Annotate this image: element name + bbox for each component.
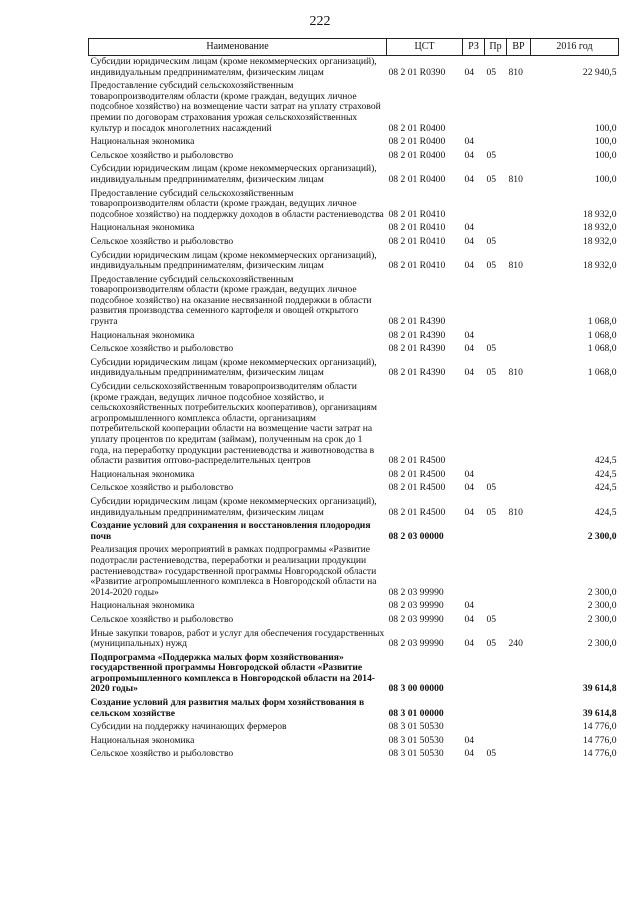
row-amount: 22 940,5 [582,66,617,78]
row-pr [485,136,507,150]
row-name: Реализация прочих мероприятий в рамках подпрограммы «Развитие подотрасли растениеводства, переработки и реализации продукции растениеводства» государственной программы Новгородской области «Развитие агропромышленного комплекса в Новгородской области на 2014-2020 годы» [90,544,377,598]
row-vr [507,469,531,483]
row-name: Предоставление субсидий сельскохозяйственным товаропроизводителям области (кроме граждан, ведущих личное подсобное хозяйство) на оказание несвязанной поддержки в области развития производства семенного картофеля и овощей открытого грунта [90,273,372,328]
table-row [89,735,619,749]
row-rz: 04 [464,222,475,234]
row-amount: 1 068,0 [587,329,617,341]
table-row [89,381,619,469]
row-pr: 05 [486,748,497,760]
row-vr [507,614,531,628]
row-pr [485,600,507,614]
table-row [89,544,619,600]
table-row [89,482,619,496]
row-vr [507,482,531,496]
row-name: Субсидии юридическим лицам (кроме некоммерческих организаций), индивидуальным предпринимателям, физическим лицам [90,356,377,379]
header-rz: РЗ [463,39,485,56]
table-row [89,600,619,614]
table-row [89,748,619,762]
row-rz: 04 [464,329,475,341]
row-amount: 14 776,0 [582,734,617,746]
row-pr [485,652,507,697]
row-amount: 14 776,0 [582,748,617,760]
row-rz: 04 [464,173,475,185]
table-row [89,250,619,274]
row-name: Предоставление субсидий сельскохозяйственным товаропроизводителям области (кроме граждан, ведущих личное подсобное хозяйство) на возмещение части затрат на уплату страховой премии по договорам страхования урожая сельскохозяйственных культур и посадок многолетних насаждений [90,80,381,134]
row-rz: 04 [464,149,475,161]
row-vr: 810 [508,173,523,185]
row-name: Сельское хозяйство и рыболовство [90,149,234,161]
table-row [89,136,619,150]
row-vr [507,600,531,614]
row-amount: 39 614,8 [582,707,617,719]
row-vr [507,544,531,600]
row-cst: 08 3 01 00000 [388,707,444,719]
row-rz: 04 [464,506,475,518]
row-amount: 18 932,0 [582,208,617,220]
row-rz: 04 [464,136,475,148]
row-vr [507,748,531,762]
row-name: Подпрограмма «Поддержка малых форм хозяйствования» государственной программы Новгородской области «Развитие агропромышленного комплекса в Новгородской области на 2014-2020 годы» [90,651,376,695]
row-cst: 08 2 01 R4500 [388,468,446,480]
row-rz: 04 [464,734,475,746]
row-pr: 05 [486,173,497,185]
row-cst: 08 2 01 R0410 [388,208,446,220]
row-amount: 2 300,0 [587,600,617,612]
row-rz [463,80,485,136]
table-row [89,56,619,81]
row-pr [485,274,507,330]
row-name: Субсидии юридическим лицам (кроме некоммерческих организаций), индивидуальным предпринимателям, физическим лицам [90,495,377,518]
table-row [89,721,619,735]
row-name: Национальная экономика [90,222,195,234]
header-vr: ВР [507,39,531,56]
row-rz [463,652,485,697]
row-pr: 05 [486,66,497,78]
row-name: Национальная экономика [90,136,195,148]
table-header-row [89,39,619,56]
row-amount: 1 068,0 [587,367,617,379]
row-amount: 18 932,0 [582,235,617,247]
table-row [89,357,619,381]
budget-table [88,38,619,762]
row-pr: 05 [486,613,497,625]
row-name: Национальная экономика [90,734,195,746]
row-vr [507,222,531,236]
row-pr [485,721,507,735]
row-amount: 2 300,0 [587,586,617,598]
row-pr [485,381,507,469]
row-cst: 08 3 01 50530 [388,748,444,760]
row-pr [485,469,507,483]
row-amount: 100,0 [594,122,617,134]
row-name: Субсидии юридическим лицам (кроме некоммерческих организаций), индивидуальным предпринимателям, физическим лицам [90,163,377,185]
row-amount: 100,0 [594,149,617,161]
row-cst: 08 2 01 R0410 [388,260,446,272]
table-row [89,520,619,544]
table-row [89,222,619,236]
row-pr [485,735,507,749]
row-vr [507,80,531,136]
row-name: Сельское хозяйство и рыболовство [90,482,234,494]
row-pr: 05 [486,343,497,355]
row-vr [507,188,531,223]
row-amount: 14 776,0 [582,721,617,733]
row-cst: 08 2 01 R4390 [388,367,446,379]
row-cst: 08 2 01 R0410 [388,222,446,234]
header-name: Наименование [89,39,387,56]
row-vr: 810 [508,506,523,518]
table-row [89,628,619,652]
row-rz [463,697,485,721]
row-cst: 08 2 03 99990 [388,586,444,598]
row-pr: 05 [486,149,497,161]
row-name: Субсидии на поддержку начинающих фермеров [90,721,287,733]
row-rz [463,520,485,544]
row-pr [485,222,507,236]
row-rz: 04 [464,235,475,247]
row-cst: 08 2 01 R4390 [388,343,446,355]
row-cst: 08 2 03 99990 [388,638,444,650]
row-cst: 08 3 01 50530 [388,721,444,733]
row-rz: 04 [464,468,475,480]
row-vr [507,330,531,344]
row-vr: 810 [508,260,523,272]
row-cst: 08 2 01 R0400 [388,149,446,161]
row-rz: 04 [464,613,475,625]
row-rz: 04 [464,367,475,379]
table-row [89,150,619,164]
row-pr [485,697,507,721]
row-vr [507,343,531,357]
row-amount: 1 068,0 [587,343,617,355]
row-cst: 08 2 03 00000 [388,530,444,542]
row-amount: 2 300,0 [587,530,617,542]
table-row [89,652,619,697]
table-row [89,496,619,520]
row-amount: 424,5 [594,482,617,494]
row-pr [485,80,507,136]
row-cst: 08 2 03 99990 [388,600,444,612]
table-row [89,614,619,628]
row-cst: 08 2 01 R0400 [388,136,446,148]
row-vr [507,652,531,697]
row-rz: 04 [464,600,475,612]
row-name: Субсидии юридическим лицам (кроме некоммерческих организаций), индивидуальным предпринимателям, физическим лицам [90,249,377,272]
row-name: Субсидии сельскохозяйственным товаропроизводителям области (кроме граждан, ведущих личное подсобное хозяйство, и сельскохозяйственных потребительских кооперативов), организациям агропромышленного комплекса области, организациям потребительской кооперации области на возмещение части затрат на уплату процентов по кредитам (займам), полученным на срок до 1 года, на переработку продукции растениеводства и животноводства в области развития оптово-распределительных центров [90,381,377,467]
row-vr [507,697,531,721]
row-rz: 04 [464,260,475,272]
row-cst: 08 2 01 R4390 [388,329,446,341]
table-row [89,80,619,136]
row-vr [507,274,531,330]
row-amount: 18 932,0 [582,222,617,234]
row-amount: 424,5 [594,468,617,480]
row-amount: 424,5 [594,455,617,467]
table-row [89,343,619,357]
row-rz: 04 [464,638,475,650]
row-amount: 1 068,0 [587,316,617,328]
row-rz: 04 [464,343,475,355]
row-rz [463,721,485,735]
row-cst: 08 2 01 R0400 [388,122,446,134]
row-vr [507,735,531,749]
row-name: Сельское хозяйство и рыболовство [90,235,234,247]
table-row [89,236,619,250]
row-cst: 08 2 01 R0400 [388,173,446,185]
row-pr [485,544,507,600]
row-rz [463,381,485,469]
row-vr [507,381,531,469]
row-cst: 08 3 00 00000 [388,683,444,695]
row-cst: 08 2 01 R4500 [388,506,446,518]
row-pr: 05 [486,638,497,650]
row-rz [463,188,485,223]
table-row [89,697,619,721]
row-pr: 05 [486,482,497,494]
row-name: Субсидии юридическим лицам (кроме некоммерческих организаций), индивидуальным предпринимателям, физическим лицам [90,56,377,78]
row-name: Сельское хозяйство и рыболовство [90,613,234,625]
row-rz: 04 [464,748,475,760]
table-row [89,274,619,330]
row-amount: 424,5 [594,506,617,518]
row-vr [507,721,531,735]
row-cst: 08 2 01 R4500 [388,482,446,494]
row-pr: 05 [486,367,497,379]
row-name: Национальная экономика [90,468,195,480]
row-cst: 08 2 01 R4390 [388,316,446,328]
row-vr [507,136,531,150]
row-pr [485,330,507,344]
header-pr: Пр [485,39,507,56]
row-cst: 08 2 01 R0390 [388,66,446,78]
row-name: Предоставление субсидий сельскохозяйственным товаропроизводителям области (кроме граждан, ведущих личное подсобное хозяйство) на поддержку доходов в области растениеводства [90,187,384,220]
row-rz [463,274,485,330]
row-name: Создание условий для развития малых форм хозяйствования в сельском хозяйстве [90,697,365,719]
header-cst: ЦСТ [387,39,463,56]
row-name: Создание условий для сохранения и восстановления плодородия почв [90,520,371,542]
row-pr: 05 [486,235,497,247]
row-cst: 08 3 01 50530 [388,734,444,746]
row-amount: 18 932,0 [582,260,617,272]
row-amount: 39 614,8 [582,683,617,695]
row-amount: 100,0 [594,173,617,185]
row-vr: 810 [508,367,523,379]
table-row [89,163,619,187]
row-rz [463,544,485,600]
row-pr: 05 [486,506,497,518]
row-amount: 2 300,0 [587,613,617,625]
table-row [89,330,619,344]
row-vr [507,520,531,544]
row-cst: 08 2 03 99990 [388,613,444,625]
row-pr [485,188,507,223]
row-rz: 04 [464,66,475,78]
row-name: Национальная экономика [90,329,195,341]
row-name: Национальная экономика [90,600,195,612]
row-vr [507,150,531,164]
row-name: Иные закупки товаров, работ и услуг для обеспечения государственных (муниципальных) нужд [90,627,385,650]
table-row [89,469,619,483]
header-year: 2016 год [531,39,619,56]
table-row [89,188,619,223]
row-cst: 08 2 01 R0410 [388,235,446,247]
row-vr: 810 [508,66,523,78]
row-name: Сельское хозяйство и рыболовство [90,748,234,760]
row-vr [507,236,531,250]
page-number: 222 [309,14,331,29]
table-body [89,56,619,763]
row-vr: 240 [508,638,523,650]
row-pr: 05 [486,260,497,272]
row-name: Сельское хозяйство и рыболовство [90,343,234,355]
row-amount: 2 300,0 [587,638,617,650]
row-amount: 100,0 [594,136,617,148]
row-rz: 04 [464,482,475,494]
row-pr [485,520,507,544]
row-cst: 08 2 01 R4500 [388,455,446,467]
